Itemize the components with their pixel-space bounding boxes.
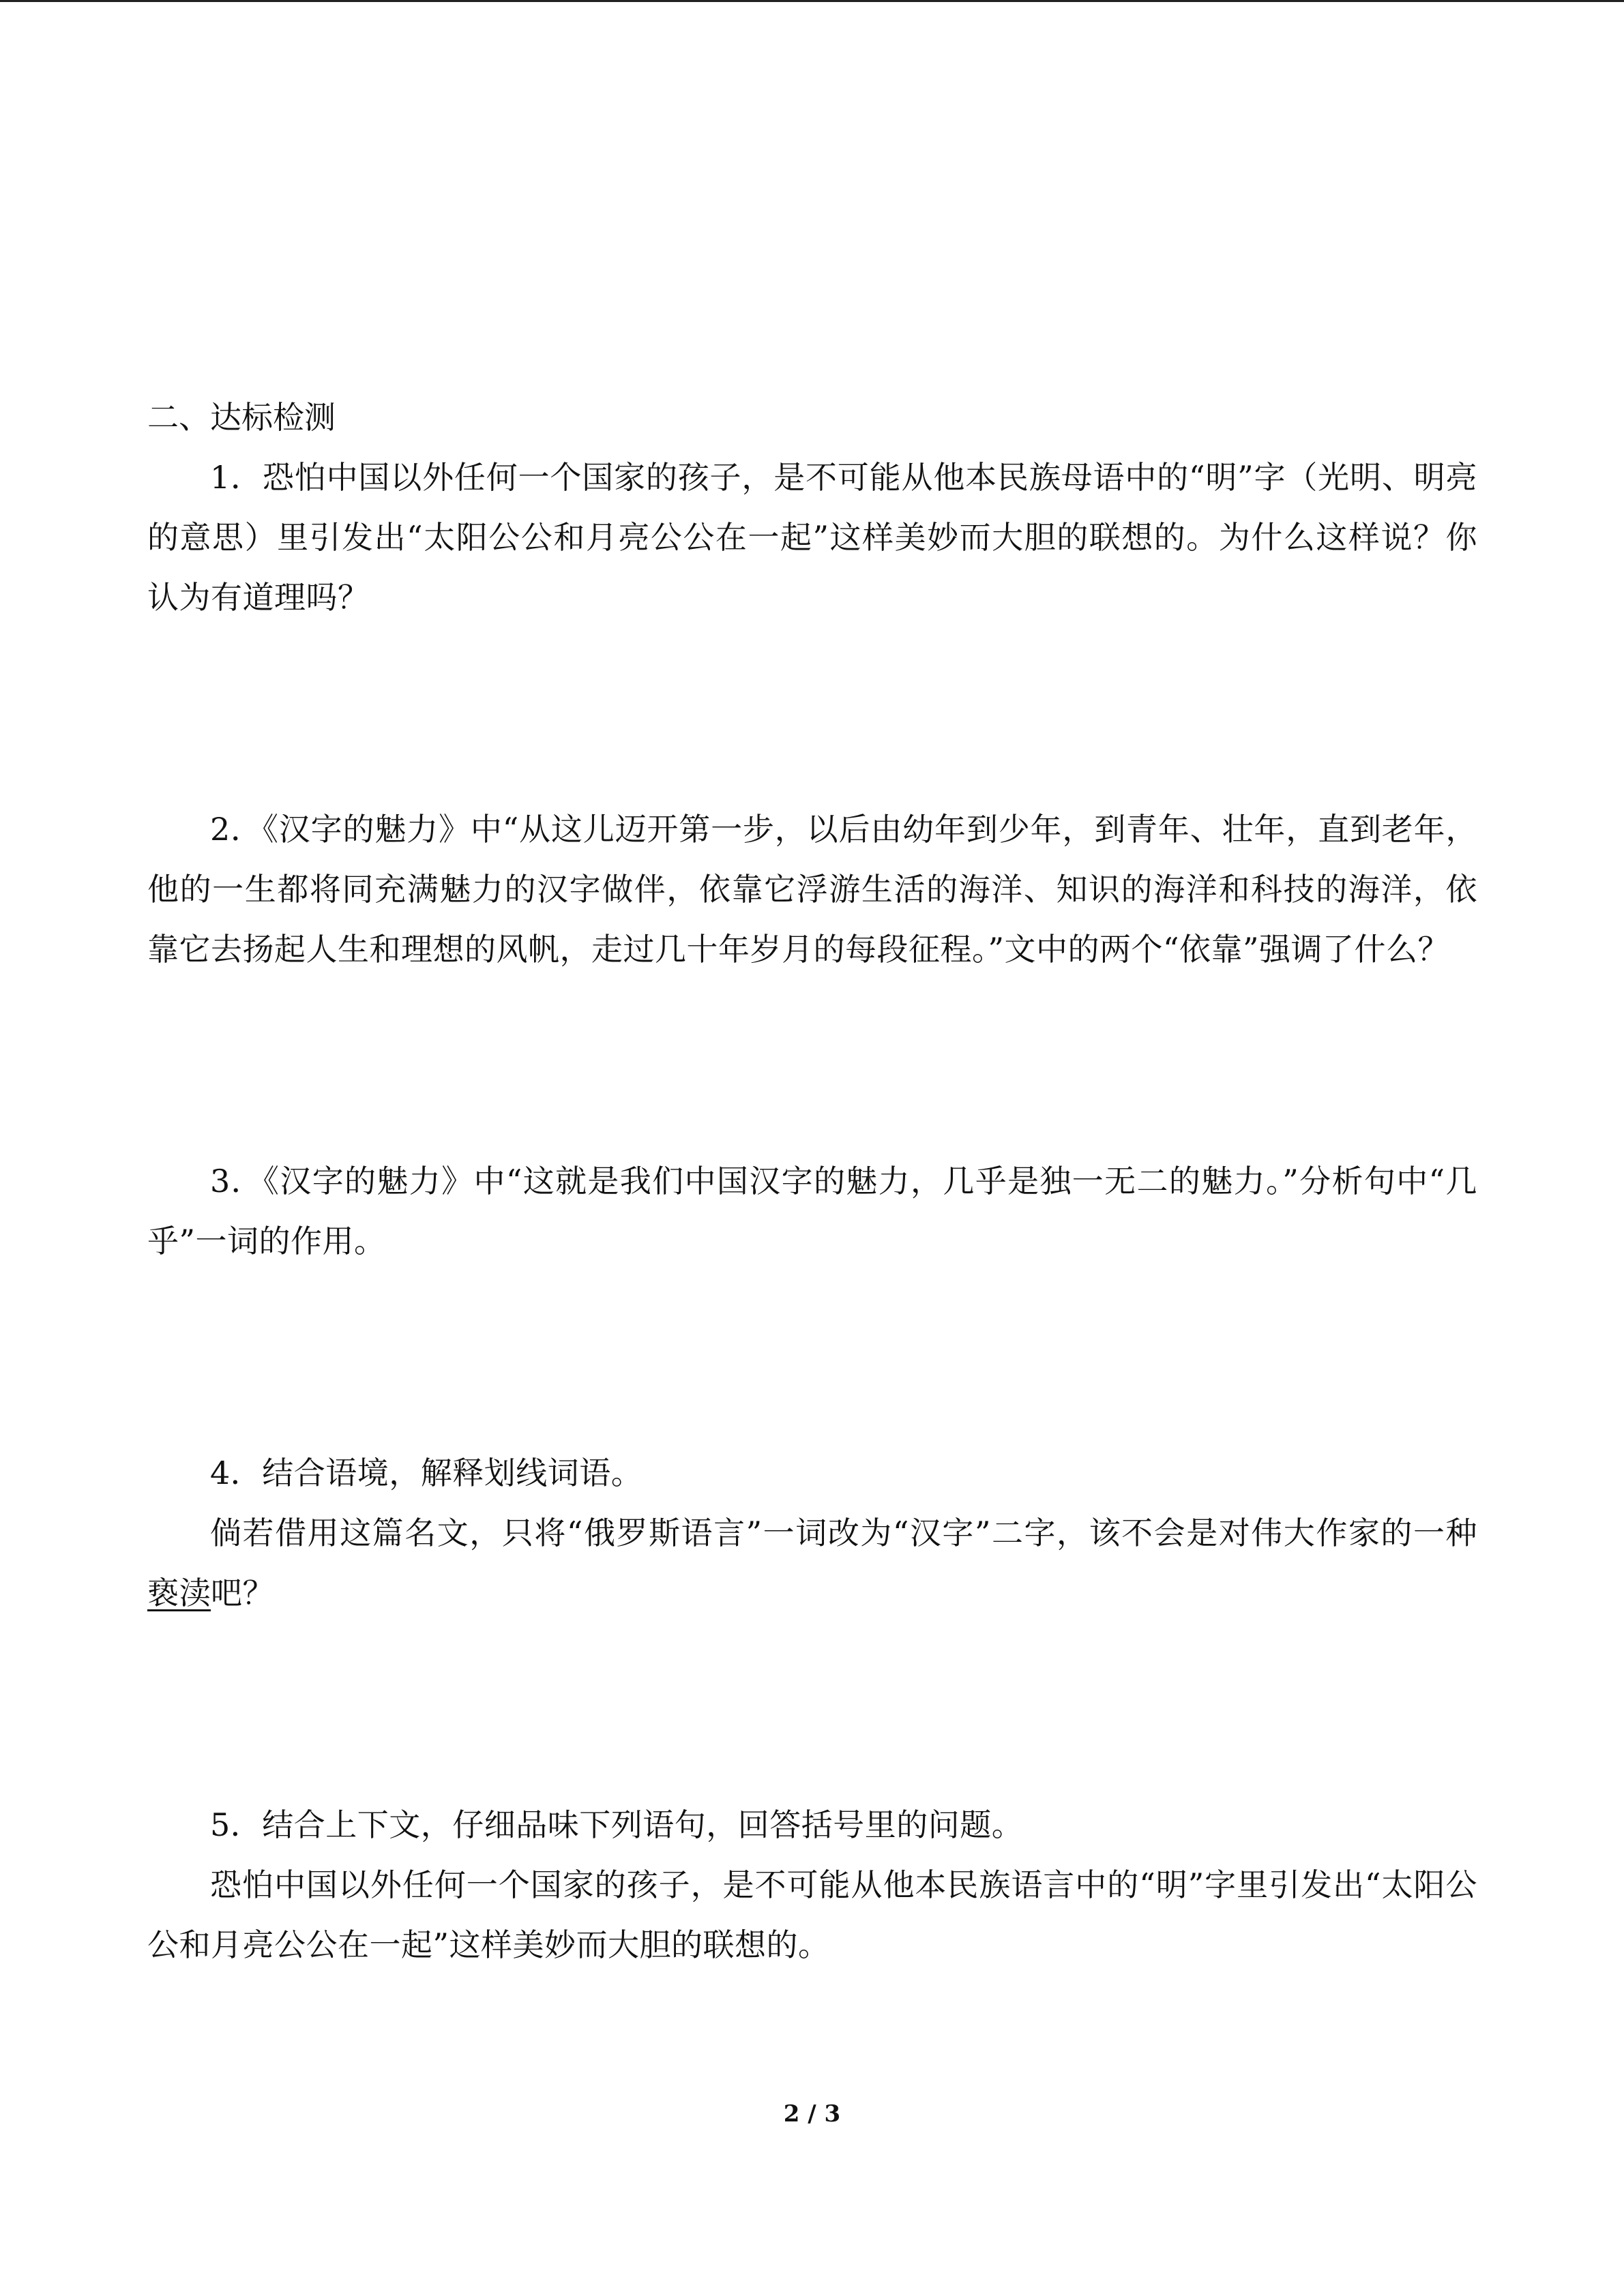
- section-heading: 二、达标检测: [147, 399, 336, 436]
- answer-space-4: [147, 1623, 1477, 1795]
- question-2: 2．《汉字的魅力》中“从这儿迈开第一步，以后由幼年到少年，到青年、壮年，直到老年，他的一生都将同充满魅力的汉字做伴，依靠它浮游生活的海洋、知识的海洋和科技的海洋，依靠它去扬起人生和理想的风帆，走过几十年岁月的每段征程。”文中的两个“依靠”强调了什么？: [147, 811, 1477, 968]
- question-4-passage-after: 吧？: [211, 1575, 274, 1611]
- page-number: 2 / 3: [783, 2100, 841, 2128]
- question-3: 3．《汉字的魅力》中“这就是我们中国汉字的魅力，几乎是独一无二的魅力。”分析句中“几乎”一词的作用。: [147, 1163, 1477, 1259]
- question-5: 5．结合上下文，仔细品味下列语句，回答括号里的问题。: [210, 1806, 1024, 1843]
- underlined-word: 亵渎: [147, 1575, 211, 1611]
- question-1: 1．恐怕中国以外任何一个国家的孩子，是不可能从他本民族母语中的“明”字（光明、明亮的意思）里引发出“太阳公公和月亮公公在一起”这样美妙而大胆的联想的。为什么这样说？你认为有道理吗？: [147, 459, 1477, 616]
- question-4-passage: [147, 1503, 1477, 1623]
- answer-space-3: [147, 1271, 1477, 1443]
- top-border-line: [0, 0, 1624, 2]
- document-page: [147, 387, 1477, 1975]
- answer-space-1: [147, 627, 1477, 799]
- question-5-passage: 恐怕中国以外任何一个国家的孩子，是不可能从他本民族语言中的“明”字里引发出“太阳公公和月亮公公在一起”这样美妙而大胆的联想的。: [147, 1866, 1477, 1963]
- question-4-passage-before: 倘若借用这篇名文，只将“俄罗斯语言”一词改为“汉字”二字，该不会是对伟大作家的一种: [210, 1515, 1477, 1551]
- answer-space-2: [147, 979, 1477, 1151]
- question-4: 4．结合语境，解释划线词语。: [210, 1455, 643, 1491]
